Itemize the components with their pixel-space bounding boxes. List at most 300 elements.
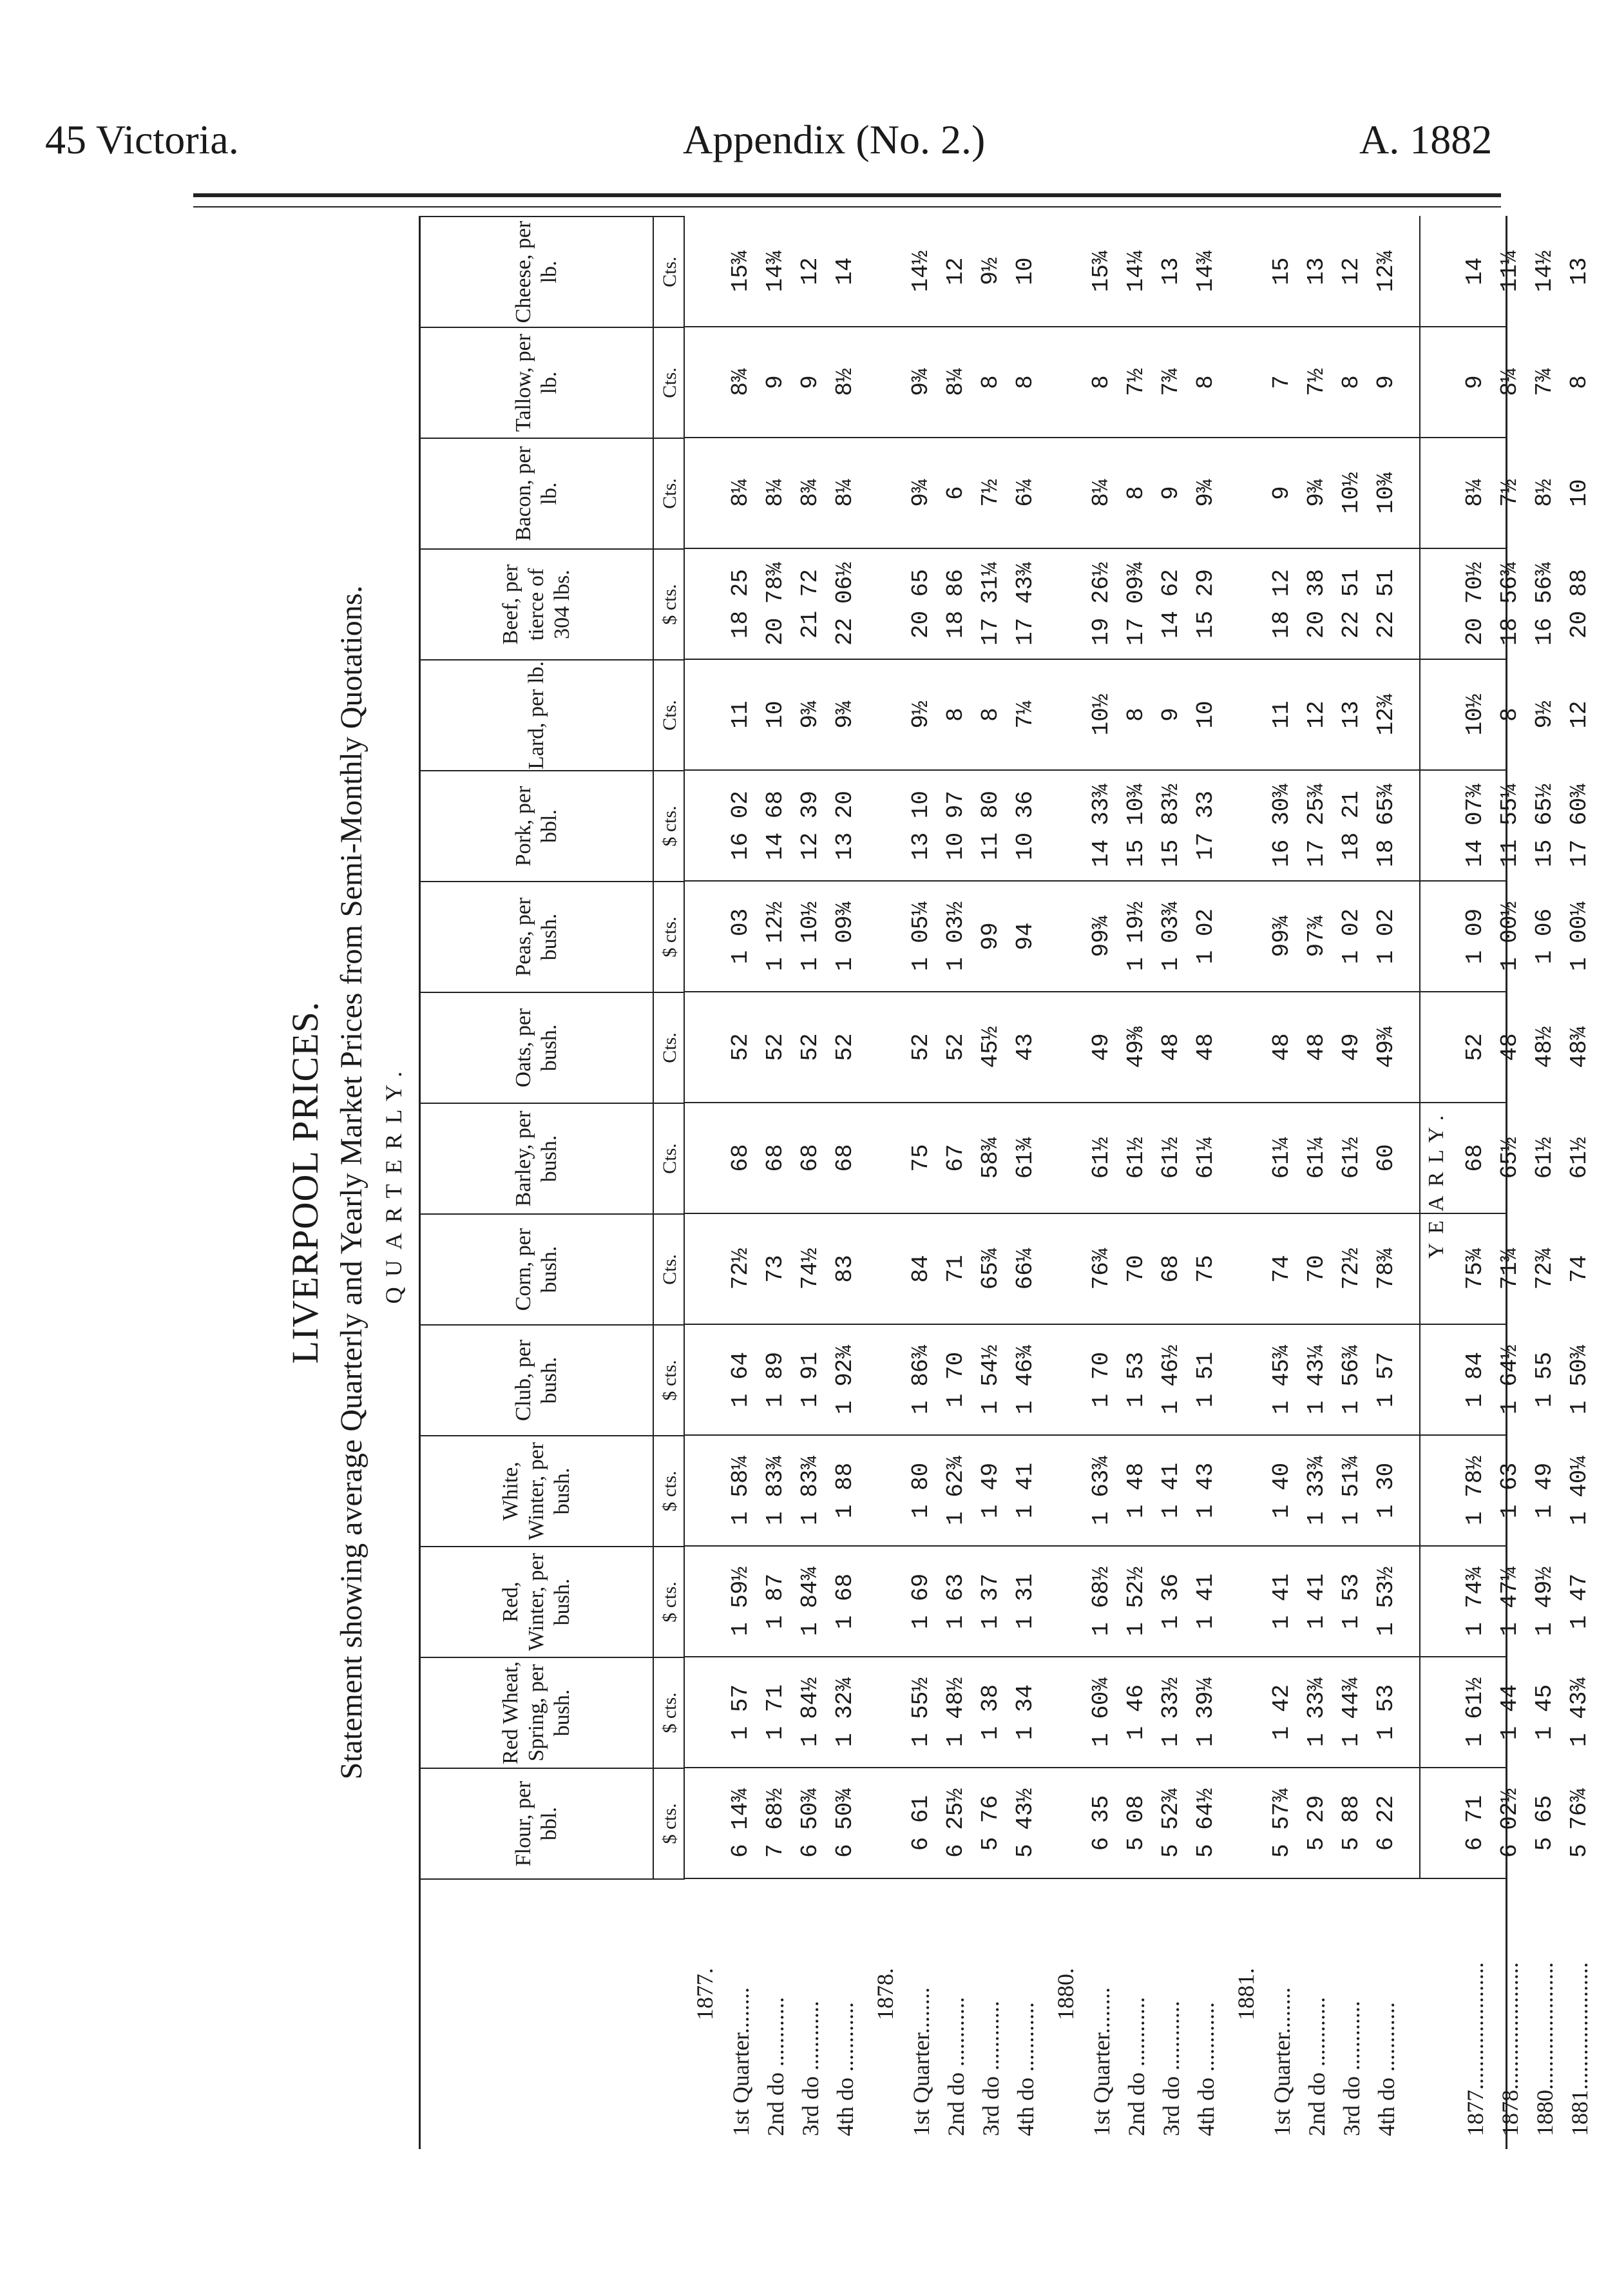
table-cell: 8 (1012, 375, 1038, 389)
table-cell: 99 (977, 922, 1004, 950)
table-row (828, 216, 863, 2149)
table-cell: 68 (762, 1144, 789, 1172)
rotated-table-region (283, 216, 1592, 2149)
table-cell: 1 41 (1158, 1462, 1184, 1519)
table-cell: 9 (1158, 708, 1184, 722)
table-cell: 1 56¾ (1338, 1344, 1364, 1415)
table-cell: 1 10½ (797, 901, 823, 972)
row-label: 2nd do ............ (943, 1997, 969, 2136)
table-cell: 8¼ (762, 479, 789, 507)
table-cell: 8 (1497, 708, 1523, 722)
table-row (1458, 216, 1493, 2149)
table-row (1493, 216, 1527, 2149)
table-cell: 68 (832, 1144, 858, 1172)
table-cell: 8¼ (1462, 479, 1488, 507)
row-label: 2nd do ............ (763, 1997, 789, 2136)
table-cell: 5 57¾ (1268, 1788, 1295, 1858)
table-cell: 72½ (1338, 1248, 1364, 1290)
table-cell: 11¼ (1497, 250, 1523, 293)
table-cell: 15 65½ (1531, 784, 1558, 867)
table-cell: 68 (797, 1144, 823, 1172)
section-year: 1877. (692, 1968, 718, 2020)
table-cell: 10 (1192, 700, 1219, 729)
table-cell: 1 53½ (1373, 1566, 1399, 1637)
table-cell: 1 51 (1192, 1351, 1219, 1408)
table-cell: 12 39 (797, 790, 823, 861)
table-cell: 20 88 (1566, 568, 1592, 639)
table-cell: 9¾ (832, 700, 858, 729)
table-cell: 6 50¾ (832, 1788, 858, 1858)
table-cell: 15 (1268, 257, 1295, 285)
table-row (1119, 216, 1154, 2149)
table-cell: 99¾ (1268, 915, 1295, 958)
table-cell: 9¾ (1303, 479, 1330, 507)
table-cell: 14¾ (762, 250, 789, 293)
table-cell: 1 39¼ (1192, 1677, 1219, 1748)
table-cell: 8 (942, 708, 969, 722)
table-cell: 16 02 (727, 790, 754, 861)
table-row (1084, 216, 1119, 2149)
table-cell: 17 43¾ (1012, 562, 1038, 646)
row-label: 1878...................... (1497, 1962, 1523, 2136)
table-cell: 70 (1123, 1255, 1149, 1283)
table-cell: 6 50¾ (797, 1788, 823, 1858)
table-cell: 7¾ (1158, 368, 1184, 396)
table-cell: 1 47¼ (1497, 1566, 1523, 1637)
header-right: A. 1882 (1359, 117, 1493, 162)
row-label: 4th do ............ (1013, 2002, 1038, 2136)
column-header: White, Winter, per bush. (421, 1435, 653, 1546)
table-cell: 1 43¾ (1566, 1677, 1592, 1748)
table-row (973, 216, 1008, 2149)
table-cell: 1 41 (1192, 1573, 1219, 1630)
table-cell: 1 19½ (1123, 901, 1149, 972)
table-cell: 1 87 (762, 1573, 789, 1630)
table-cell: 1 68½ (1088, 1566, 1114, 1637)
table-cell: 52 (797, 1033, 823, 1061)
table-cell: 1 88 (832, 1462, 858, 1519)
table-cell: 8¼ (832, 479, 858, 507)
table-cell: 1 41 (1268, 1573, 1295, 1630)
header-left: 45 Victoria. (45, 117, 239, 162)
table-row (939, 216, 973, 2149)
column-unit: $ cts. (653, 548, 685, 659)
table-cell: 99¾ (1088, 915, 1114, 958)
column-header: Pork, per bbl. (421, 770, 653, 881)
table-row (758, 216, 793, 2149)
table-cell: 48 (1497, 1033, 1523, 1061)
table-cell: 10 (1012, 257, 1038, 285)
table-cell: 71 (942, 1255, 969, 1283)
table-cell: 67 (942, 1144, 969, 1172)
table-cell: 17 09¾ (1123, 562, 1149, 646)
table-cell: 12 (1303, 700, 1330, 729)
table-cell: 1 54½ (977, 1344, 1004, 1415)
table-cell: 1 46¾ (1012, 1344, 1038, 1415)
row-label: 3rd do ............ (1158, 2001, 1184, 2136)
column-unit: Cts. (653, 992, 685, 1103)
table-cell: 9½ (977, 257, 1004, 285)
table-cell: 1 05¼ (908, 901, 934, 972)
table-cell: 9 (762, 375, 789, 389)
table-cell: 1 63 (942, 1573, 969, 1630)
table-cell: 1 89 (762, 1351, 789, 1408)
table-cell: 1 46 (1123, 1684, 1149, 1741)
page-header (0, 116, 1516, 174)
table-cell: 1 83¾ (762, 1455, 789, 1526)
table-cell: 12¾ (1373, 693, 1399, 736)
table-cell: 12 (1338, 257, 1364, 285)
table-cell: 1 36 (1158, 1573, 1184, 1630)
row-label: 4th do ............ (1373, 2002, 1399, 2136)
table-cell: 71¾ (1497, 1248, 1523, 1290)
column-unit: $ cts. (653, 1768, 685, 1878)
table-cell: 13 10 (908, 790, 934, 861)
table-cell: 1 69 (908, 1573, 934, 1630)
table-cell: 9½ (1531, 700, 1558, 729)
table-cell: 17 31¼ (977, 562, 1004, 646)
table-cell: 72¾ (1531, 1248, 1558, 1290)
table-cell: 70 (1303, 1255, 1330, 1283)
table-cell: 5 43½ (1012, 1788, 1038, 1858)
table-cell: 19 26½ (1088, 562, 1114, 646)
row-label: 1881...................... (1567, 1962, 1592, 2136)
table-cell: 74 (1566, 1255, 1592, 1283)
table-cell: 11 (727, 700, 754, 729)
table-cell: 13 (1566, 257, 1592, 285)
table-cell: 1 48 (1123, 1462, 1149, 1519)
table-cell: 7 68½ (762, 1788, 789, 1858)
table-cell: 5 29 (1303, 1795, 1330, 1851)
table-cell: 1 61½ (1462, 1677, 1488, 1748)
table-row (793, 216, 828, 2149)
table-cell: 52 (942, 1033, 969, 1061)
column-unit: Cts. (653, 216, 685, 327)
column-unit: $ cts. (653, 1657, 685, 1768)
table-cell: 15¾ (727, 250, 754, 293)
table-row (1299, 216, 1334, 2149)
column-header: Red Wheat, Spring, per bush. (421, 1657, 653, 1768)
table-cell: 1 68 (832, 1573, 858, 1630)
table-cell: 5 76 (977, 1795, 1004, 1851)
table-cell: 45½ (977, 1026, 1004, 1068)
table-cell: 5 88 (1338, 1795, 1364, 1851)
column-header: Flour, per bbl. (421, 1768, 653, 1878)
table-cell: 5 52¾ (1158, 1788, 1184, 1858)
table-cell: 12¾ (1373, 250, 1399, 293)
column-header: Club, per bush. (421, 1324, 653, 1435)
yearly-label: YEARLY. (1424, 1106, 1448, 1259)
table-cell: 5 76¾ (1566, 1788, 1592, 1858)
table-cell: 1 53 (1338, 1573, 1364, 1630)
table-cell: 8½ (1531, 479, 1558, 507)
table-cell: 1 92¾ (832, 1344, 858, 1415)
column-unit: Cts. (653, 1103, 685, 1213)
table-cell: 6¼ (1012, 479, 1038, 507)
table-row (1562, 216, 1597, 2149)
table-cell: 8 (1566, 375, 1592, 389)
table-cell: 14 07¾ (1462, 784, 1488, 867)
table-cell: 10½ (1338, 472, 1364, 514)
table-cell: 76¾ (1088, 1248, 1114, 1290)
table-cell: 18 56¾ (1497, 562, 1523, 646)
table-cell: 8¼ (942, 368, 969, 396)
row-label: 1st Quarter........ (1269, 1987, 1295, 2136)
row-label: 1st Quarter........ (908, 1987, 934, 2136)
table-row (904, 216, 939, 2149)
table-cell: 1 60¾ (1088, 1677, 1114, 1748)
table-cell: 1 45¾ (1268, 1344, 1295, 1415)
table-cell: 1 91 (797, 1351, 823, 1408)
prices-table (419, 216, 1592, 2149)
table-cell: 1 38 (977, 1684, 1004, 1741)
table-cell: 11 55¼ (1497, 784, 1523, 867)
table-cell: 72½ (727, 1248, 754, 1290)
table-cell: 1 57 (727, 1684, 754, 1741)
table-cell: 1 55½ (908, 1677, 934, 1748)
table-cell: 14 33¾ (1088, 784, 1114, 867)
table-cell: 22 51 (1373, 568, 1399, 639)
table-cell: 73 (762, 1255, 789, 1283)
table-cell: 1 78½ (1462, 1455, 1488, 1526)
table-cell: 48 (1303, 1033, 1330, 1061)
table-cell: 7½ (977, 479, 1004, 507)
table-cell: 10 (762, 700, 789, 729)
table-cell: 13 20 (832, 790, 858, 861)
table-cell: 16 56¾ (1531, 562, 1558, 646)
column-unit: $ cts. (653, 1324, 685, 1435)
table-cell: 15 29 (1192, 568, 1219, 639)
table-cell: 61½ (1123, 1137, 1149, 1179)
table-row (1527, 216, 1562, 2149)
table-cell: 61¼ (1268, 1137, 1295, 1179)
table-cell: 8¼ (1088, 479, 1114, 507)
table-cell: 1 09¾ (832, 901, 858, 972)
table-cell: 1 37 (977, 1573, 1004, 1630)
table-cell: 8½ (832, 368, 858, 396)
table-cell: 49 (1338, 1033, 1364, 1061)
table-cell: 7¾ (1531, 368, 1558, 396)
column-unit: $ cts. (653, 881, 685, 992)
table-cell: 12 (1566, 700, 1592, 729)
table-cell: 78¾ (1373, 1248, 1399, 1290)
table-cell: 1 59½ (727, 1566, 754, 1637)
table-title: LIVERPOOL PRICES. (284, 1001, 326, 1364)
column-header: Red, Winter, per bush. (421, 1546, 653, 1657)
table-cell: 21 72 (797, 568, 823, 639)
table-row (1265, 216, 1299, 2149)
table-cell: 11 80 (977, 790, 1004, 861)
table-cell: 1 33¾ (1303, 1455, 1330, 1526)
table-cell: 48½ (1531, 1026, 1558, 1068)
table-cell: 61½ (1531, 1137, 1558, 1179)
table-cell: 48 (1268, 1033, 1295, 1061)
table-cell: 60 (1373, 1144, 1399, 1172)
table-cell: 15 83½ (1158, 784, 1184, 867)
row-label: 2nd do ............ (1304, 1997, 1330, 2136)
table-cell: 48 (1192, 1033, 1219, 1061)
table-cell: 68 (1158, 1255, 1184, 1283)
table-cell: 1 40¼ (1566, 1455, 1592, 1526)
table-cell: 9 (797, 375, 823, 389)
table-cell: 1 03½ (942, 901, 969, 972)
table-cell: 9¾ (797, 700, 823, 729)
table-cell: 20 78¾ (762, 562, 789, 646)
table-cell: 1 41 (1303, 1573, 1330, 1630)
table-cell: 1 86¾ (908, 1344, 934, 1415)
table-cell: 1 43¼ (1303, 1344, 1330, 1415)
table-cell: 18 25 (727, 568, 754, 639)
table-cell: 18 86 (942, 568, 969, 639)
table-cell: 1 49 (1531, 1462, 1558, 1519)
table-cell: 1 70 (942, 1351, 969, 1408)
column-header: Oats, per bush. (421, 992, 653, 1103)
column-header: Bacon, per lb. (421, 438, 653, 548)
column-unit: $ cts. (653, 1435, 685, 1546)
table-cell: 20 38 (1303, 568, 1330, 639)
table-cell: 18 65¾ (1373, 784, 1399, 867)
table-cell: 1 31 (1012, 1573, 1038, 1630)
table-cell: 8¾ (727, 368, 754, 396)
table-cell: 52 (832, 1033, 858, 1061)
column-unit: Cts. (653, 659, 685, 770)
row-label: 1880...................... (1532, 1962, 1558, 2136)
column-unit: Cts. (653, 1213, 685, 1324)
table-cell: 8¼ (1497, 368, 1523, 396)
column-header: Corn, per bush. (421, 1213, 653, 1324)
column-unit: Cts. (653, 438, 685, 548)
header-rule-thin (193, 206, 1501, 207)
row-label: 3rd do ............ (978, 2001, 1004, 2136)
table-cell: 20 70½ (1462, 562, 1488, 646)
stub-header (421, 1878, 685, 2149)
table-cell: 9½ (908, 700, 934, 729)
table-cell: 10 (1566, 479, 1592, 507)
column-header: Barley, per bush. (421, 1103, 653, 1213)
table-cell: 1 34 (1012, 1684, 1038, 1741)
table-cell: 58¾ (977, 1137, 1004, 1179)
table-cell: 16 30¾ (1268, 784, 1295, 867)
table-cell: 1 33¾ (1303, 1677, 1330, 1748)
table-row (1334, 216, 1369, 2149)
table-cell: 14¾ (1192, 250, 1219, 293)
table-cell: 1 74¾ (1462, 1566, 1488, 1637)
table-cell: 5 64½ (1192, 1788, 1219, 1858)
table-cell: 48 (1158, 1033, 1184, 1061)
table-cell: 10¾ (1373, 472, 1399, 514)
table-cell: 1 09 (1462, 908, 1488, 965)
table-row (1008, 216, 1043, 2149)
table-cell: 6 22 (1373, 1795, 1399, 1851)
table-cell: 20 65 (908, 568, 934, 639)
table-cell: 10 36 (1012, 790, 1038, 861)
table-row (1154, 216, 1189, 2149)
column-header: Cheese, per lb. (421, 216, 653, 327)
table-cell: 61½ (1088, 1137, 1114, 1179)
table-cell: 13 (1338, 700, 1364, 729)
header-center: Appendix (No. 2.) (683, 117, 986, 162)
table-cell: 6 (942, 486, 969, 500)
table-cell: 9 (1373, 375, 1399, 389)
section-year: 1878. (872, 1968, 898, 2020)
table-cell: 52 (762, 1033, 789, 1061)
column-unit: Cts. (653, 327, 685, 438)
table-cell: 61¼ (1192, 1137, 1219, 1179)
table-cell: 1 44¾ (1338, 1677, 1364, 1748)
table-cell: 48¾ (1566, 1026, 1592, 1068)
table-cell: 49¾ (1373, 1026, 1399, 1068)
table-cell: 75 (908, 1144, 934, 1172)
section-year: 1880. (1053, 1968, 1078, 2020)
table-cell: 6 02½ (1497, 1788, 1523, 1858)
table-cell: 49 (1088, 1033, 1114, 1061)
table-cell: 1 06 (1531, 908, 1558, 965)
row-label: 4th do ............ (832, 2002, 858, 2136)
table-cell: 8 (977, 375, 1004, 389)
table-cell: 1 55 (1531, 1351, 1558, 1408)
table-cell: 1 45 (1531, 1684, 1558, 1741)
table-cell: 8 (1338, 375, 1364, 389)
table-cell: 9¾ (1192, 479, 1219, 507)
table-cell: 1 63 (1497, 1462, 1523, 1519)
row-label: 1st Quarter........ (1089, 1987, 1114, 2136)
row-label: 2nd do ............ (1124, 1997, 1149, 2136)
row-label: 3rd do ............ (798, 2001, 823, 2136)
table-cell: 61¼ (1303, 1137, 1330, 1179)
table-cell: 1 43 (1192, 1462, 1219, 1519)
table-cell: 66¼ (1012, 1248, 1038, 1290)
table-cell: 9 (1158, 486, 1184, 500)
table-cell: 14 62 (1158, 568, 1184, 639)
table-cell: 1 64 (727, 1351, 754, 1408)
table-cell: 1 49 (977, 1462, 1004, 1519)
column-unit: $ cts. (653, 1546, 685, 1657)
table-cell: 65½ (1497, 1137, 1523, 1179)
table-cell: 8 (977, 708, 1004, 722)
table-cell: 8 (1123, 708, 1149, 722)
table-cell: 1 41 (1012, 1462, 1038, 1519)
table-cell: 9 (1462, 375, 1488, 389)
table-cell: 97¾ (1303, 915, 1330, 958)
table-cell: 5 65 (1531, 1795, 1558, 1851)
table-cell: 1 02 (1373, 908, 1399, 965)
table-cell: 7 (1268, 375, 1295, 389)
row-label: 3rd do ............ (1339, 2001, 1364, 2136)
table-cell: 1 48½ (942, 1677, 969, 1748)
row-label: 1st Quarter........ (728, 1987, 754, 2136)
section-year: 1881. (1233, 1968, 1259, 2020)
table-cell: 14 (832, 257, 858, 285)
table-cell: 6 61 (908, 1795, 934, 1851)
table-cell: 8 (1192, 375, 1219, 389)
table-cell: 1 33½ (1158, 1677, 1184, 1748)
table-cell: 52 (1462, 1033, 1488, 1061)
table-cell: 1 12½ (762, 901, 789, 972)
table-cell: 14 (1462, 257, 1488, 285)
table-cell: 1 00½ (1497, 901, 1523, 972)
table-cell: 13 (1158, 257, 1184, 285)
table-cell: 1 42 (1268, 1684, 1295, 1741)
table-cell: 18 12 (1268, 568, 1295, 639)
table-cell: 61½ (1158, 1137, 1184, 1179)
table-cell: 8¼ (727, 479, 754, 507)
table-cell: 94 (1012, 922, 1038, 950)
table-cell: 1 50¾ (1566, 1344, 1592, 1415)
column-header: Peas, per bush. (421, 881, 653, 992)
table-cell: 61¾ (1012, 1137, 1038, 1179)
yearly-rule (1419, 216, 1420, 1878)
table-cell: 61½ (1338, 1137, 1364, 1179)
